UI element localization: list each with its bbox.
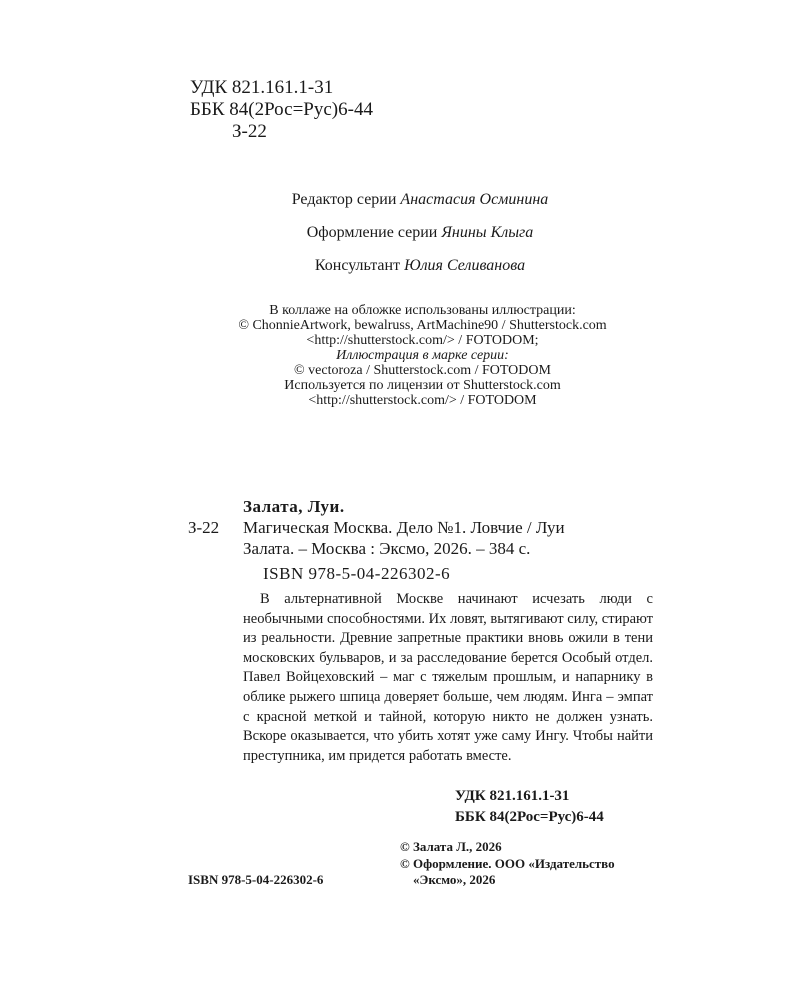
udk-header: УДК 821.161.1-31	[190, 77, 334, 98]
illus-line: Используется по лицензии от Shutterstock.com	[284, 378, 561, 393]
illus-line: <http://shutterstock.com/> / FOTODOM	[308, 393, 537, 408]
credit-role: Оформление серии	[306, 224, 438, 241]
copyright-line: © Залата Л., 2026	[400, 839, 502, 854]
author-mark: З-22	[188, 518, 220, 537]
credit-series-editor	[0, 191, 800, 209]
illus-line: Иллюстрация в марке серии:	[336, 348, 509, 363]
illus-line: © ChonnieArtwork, bewalruss, ArtMachine90 / Shutterstock.com	[238, 318, 607, 333]
udk-bold: УДК 821.161.1-31	[455, 788, 570, 804]
isbn-bottom: ISBN 978-5-04-226302-6	[188, 872, 324, 887]
bbk-bold: ББК 84(2Рос=Рус)6-44	[455, 809, 604, 825]
isbn-record: ISBN 978-5-04-226302-6	[263, 564, 451, 583]
credit-name: Янины Клыга	[441, 224, 534, 241]
credit-series-design	[0, 224, 800, 242]
illustrations-credits	[0, 303, 800, 408]
credit-name: Юлия Селиванова	[404, 257, 526, 274]
biblio-line: Залата. – Москва : Эксмо, 2026. – 384 с.	[243, 539, 531, 558]
illus-line: В коллаже на обложке использованы иллюстрации:	[269, 303, 576, 318]
copyright-line: «Эксмо», 2026	[413, 872, 496, 887]
bbk-header: ББК 84(2Рос=Рус)6-44	[190, 99, 373, 120]
bibliographic-description	[243, 517, 653, 559]
illus-line: © vectoroza / Shutterstock.com / FOTODOM	[294, 363, 551, 378]
copyright-line: © Оформление. ООО «Издательство	[400, 855, 615, 871]
credit-role: Консультант	[314, 257, 401, 274]
author-code-header: З-22	[232, 121, 267, 142]
credit-name: Анастасия Осминина	[400, 191, 549, 208]
credit-role: Редактор серии	[291, 191, 397, 208]
annotation-text: В альтернативной Москве начинают исчезать люди с необычными способностями. Их ловят, вытягивают силу, стирают из реальности. Древние запретные практики вновь ожили в тени московских бульваров, и за расследование берется Особый отдел. Павел Войцеховский – маг с тяжелым прошлым, и напарнику в облике рыжего шпица доверяет больше, чем людям. Инга – эмпат с красной меткой и тайной, которую никто не должен узнать. Вскоре оказывается, что убить хотят уже саму Ингу. Чтобы найти преступника, им придется работать вместе.	[243, 591, 653, 764]
illus-line: <http://shutterstock.com/> / FOTODOM;	[306, 333, 539, 348]
biblio-line: Магическая Москва. Дело №1. Ловчие / Луи	[243, 518, 565, 537]
credit-consultant	[0, 257, 800, 275]
author-heading: Залата, Луи.	[243, 497, 345, 516]
copyright-block	[400, 839, 615, 889]
